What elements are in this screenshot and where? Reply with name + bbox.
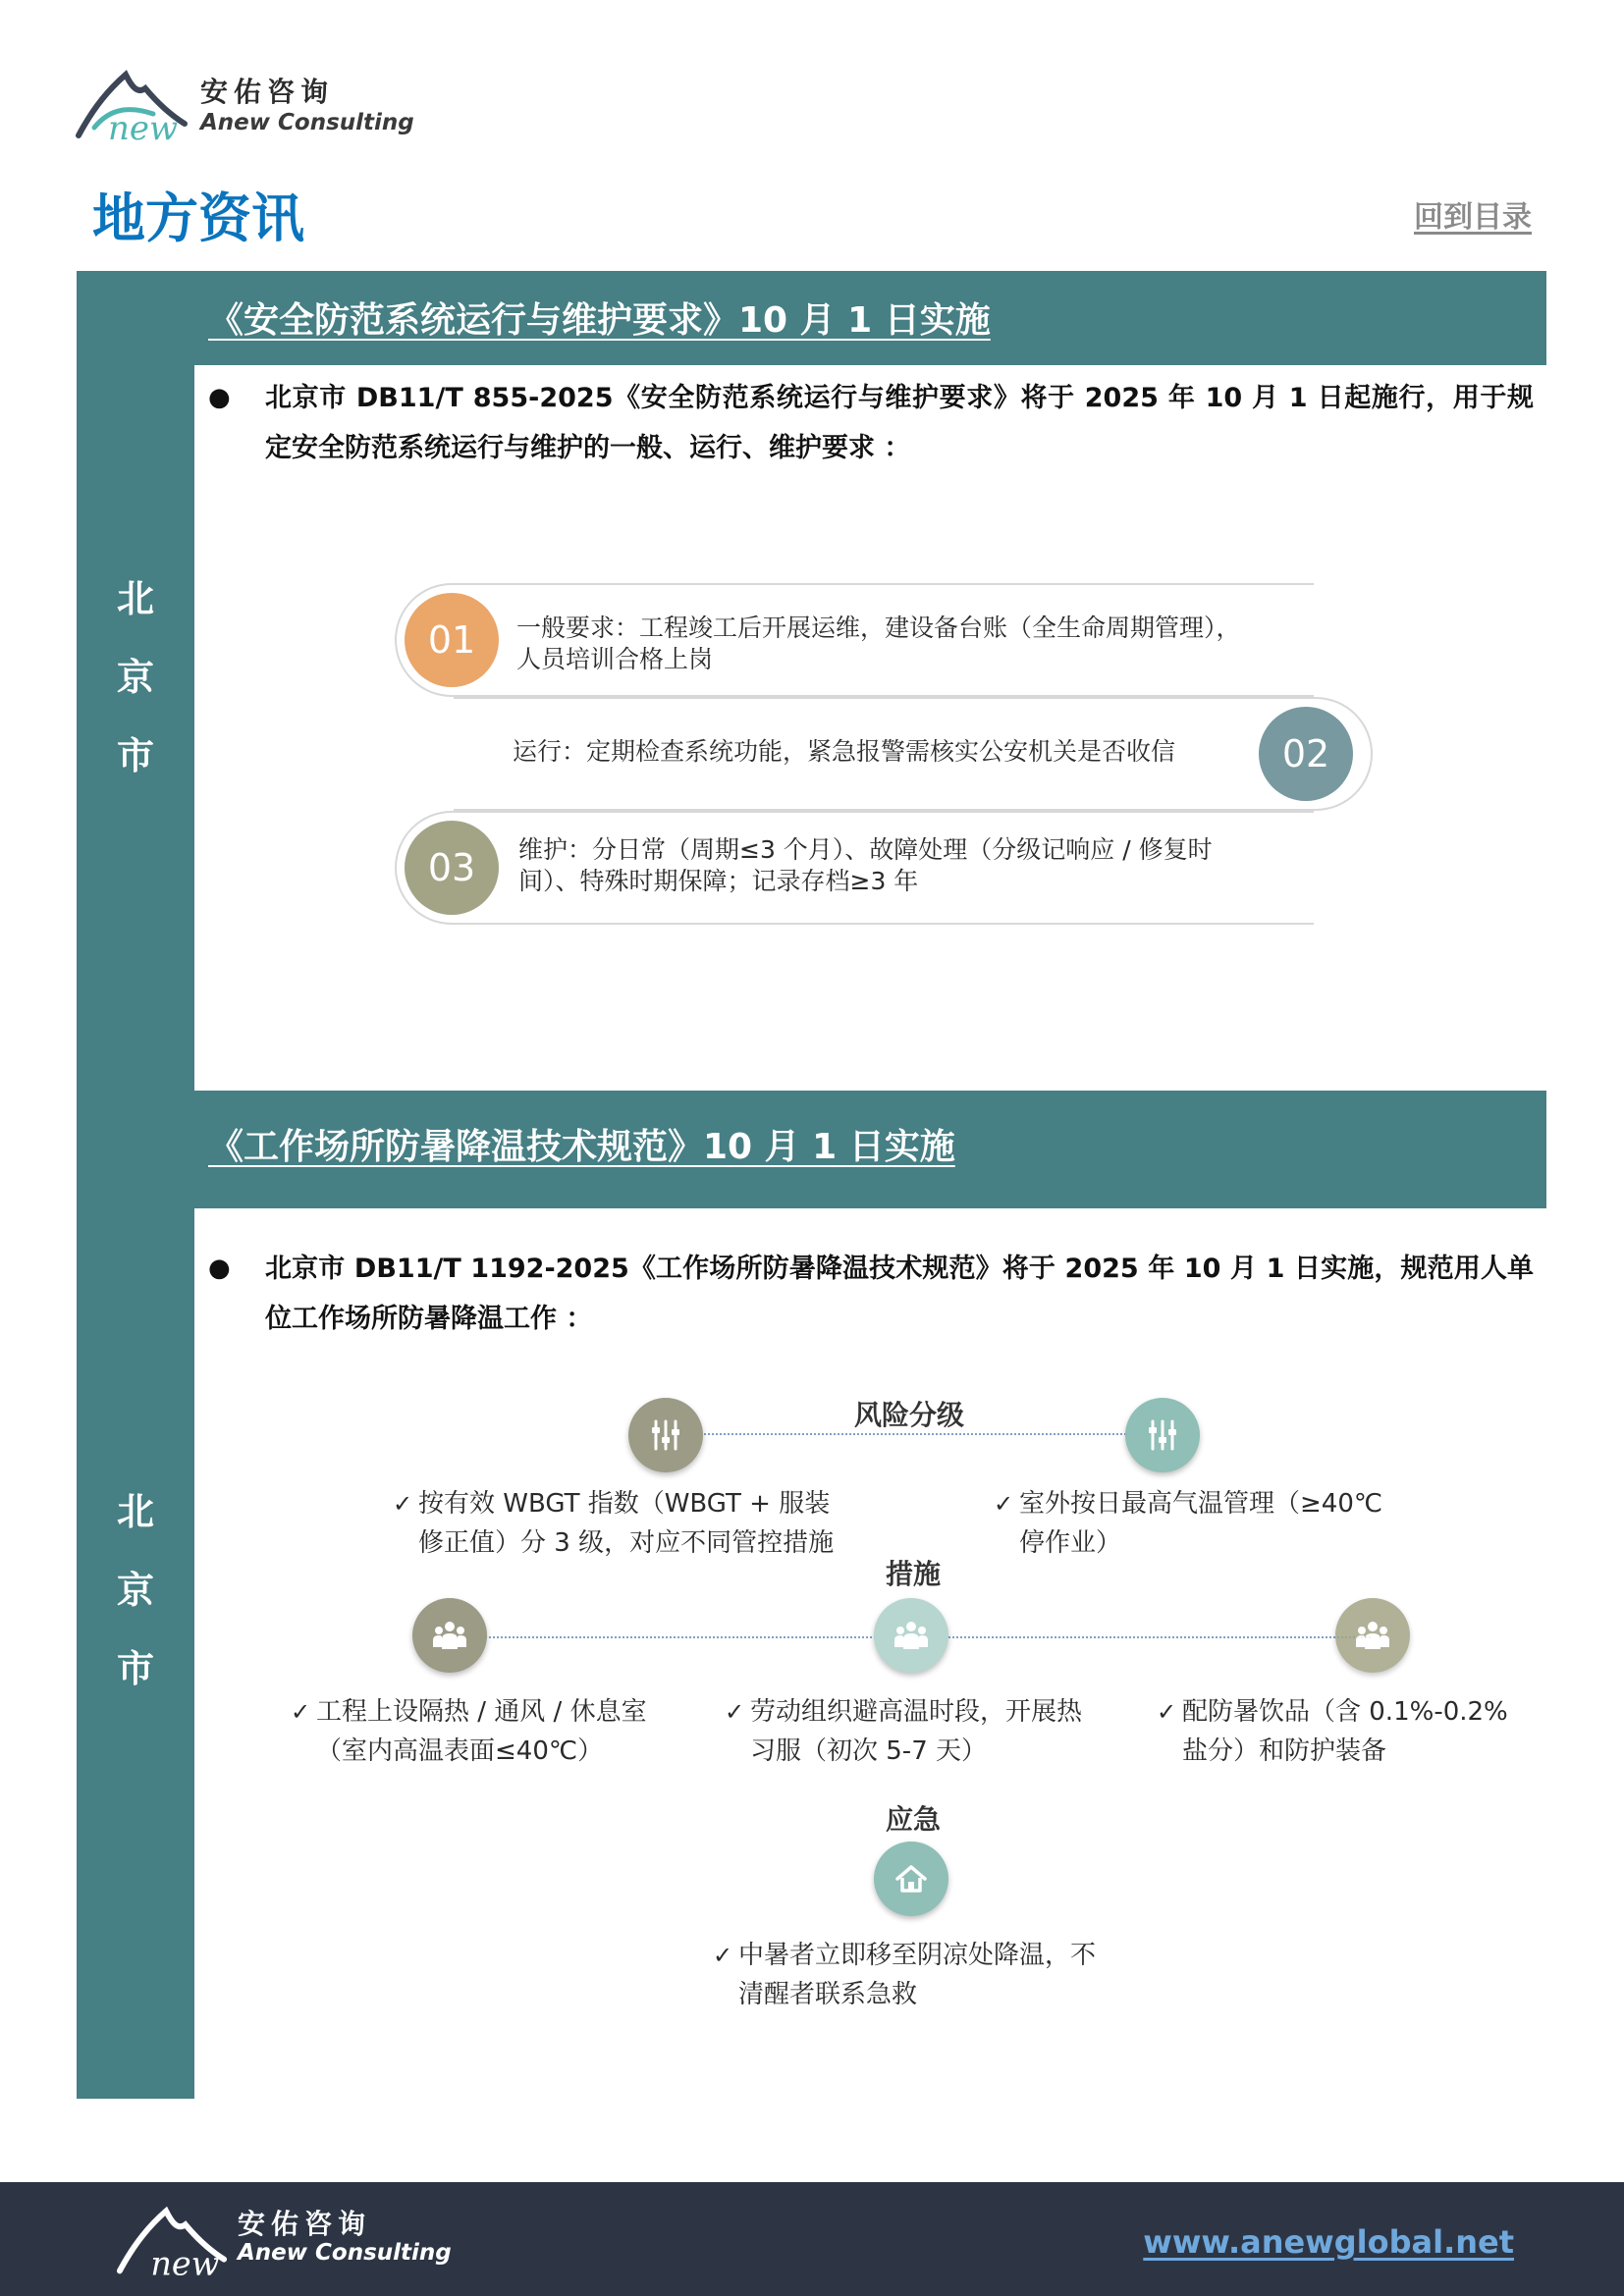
risk-item-1 xyxy=(393,1484,844,1563)
step-text-02: 运行：定期检查系统功能，紧急报警需核实公安机关是否收信 xyxy=(513,737,1176,766)
section2-side-label xyxy=(77,1472,194,1708)
side-label-char: 北 xyxy=(116,1490,154,1533)
measure-item-2 xyxy=(725,1692,1088,1771)
section2-heading[interactable]: 《工作场所防暑降温技术规范》10 月 1 日实施 xyxy=(208,1127,955,1167)
risk-item-2 xyxy=(994,1484,1406,1563)
side-label-char: 京 xyxy=(116,1569,154,1612)
logo-chinese-name: 安佑咨询 xyxy=(200,76,335,108)
emergency-item-1-text: 中暑者立即移至阴凉处降温，不清醒者联系急救 xyxy=(738,1941,1097,2009)
measures-title: 措施 xyxy=(886,1558,942,1590)
section1-bullet xyxy=(208,373,1534,473)
risk-item-1-text: 按有效 WBGT 指数（WBGT + 服装修正值）分 3 级，对应不同管控措施 xyxy=(418,1489,835,1558)
checkmark-icon: ✓ xyxy=(713,1942,733,1969)
risk-item-2-text: 室外按日最高气温管理（≥40℃停作业） xyxy=(1019,1489,1383,1558)
checkmark-icon: ✓ xyxy=(994,1490,1014,1518)
step-number-01: 01 xyxy=(405,593,499,687)
footer-website-link[interactable]: www.anewglobal.net xyxy=(1143,2223,1514,2261)
measure-3-people-icon xyxy=(1335,1598,1410,1673)
step-number-02: 02 xyxy=(1259,707,1353,801)
side-label-char: 市 xyxy=(116,734,154,777)
risk-grading-title: 风险分级 xyxy=(848,1394,970,1433)
footer-logo-english-name: Anew Consulting xyxy=(238,2240,452,2266)
checkmark-icon: ✓ xyxy=(725,1698,745,1726)
emergency-item-1 xyxy=(713,1936,1106,2014)
checkmark-icon: ✓ xyxy=(1157,1698,1177,1726)
footer-logo-chinese-name: 安佑咨询 xyxy=(238,2208,372,2240)
risk-right-sliders-icon xyxy=(1125,1398,1200,1472)
step-text-03: 维护：分日常（周期≤3 个月）、故障处理（分级记响应 / 修复时间）、特殊时期保障；记录存档≥3 年 xyxy=(518,835,1213,895)
measure-item-2-text: 劳动组织避高温时段，开展热习服（初次 5-7 天） xyxy=(750,1697,1083,1766)
side-label-char: 北 xyxy=(116,577,154,620)
side-label-char: 市 xyxy=(116,1647,154,1690)
bullet-dot-icon: ● xyxy=(208,383,231,412)
section2-bullet-text: 北京市 DB11/T 1192-2025《工作场所防暑降温技术规范》将于 2025 年 10 月 1 日实施，规范用人单位工作场所防暑降温工作 ： xyxy=(265,1254,1534,1334)
measure-item-3 xyxy=(1157,1692,1520,1771)
measure-item-1 xyxy=(291,1692,654,1771)
measure-item-1-text: 工程上设隔热 / 通风 / 休息室（室内高温表面≤40℃） xyxy=(316,1697,647,1766)
section1-side-label xyxy=(77,560,194,795)
checkmark-icon: ✓ xyxy=(393,1490,413,1518)
bullet-dot-icon: ● xyxy=(208,1254,231,1283)
risk-left-sliders-icon xyxy=(628,1398,703,1472)
checkmark-icon: ✓ xyxy=(291,1698,311,1726)
svg-text:new: new xyxy=(108,109,179,143)
step-number-03: 03 xyxy=(405,821,499,915)
back-to-contents-link[interactable]: 回到目录 xyxy=(1414,200,1532,235)
measure-2-people-icon xyxy=(874,1598,948,1673)
measure-1-people-icon xyxy=(412,1598,487,1673)
footer-logo xyxy=(116,2195,232,2279)
section1-bullet-text: 北京市 DB11/T 855-2025《安全防范系统运行与维护要求》将于 2025 年 10 月 1 日起施行，用于规定安全防范系统运行与维护的一般、运行、维护要求 ： xyxy=(265,383,1534,463)
emergency-title: 应急 xyxy=(886,1803,942,1836)
section2-bullet xyxy=(208,1244,1534,1344)
page-title: 地方资讯 xyxy=(92,187,304,249)
mountain-logo-icon xyxy=(75,59,192,143)
svg-text:new: new xyxy=(150,2244,220,2279)
footer-mountain-logo-icon xyxy=(116,2195,232,2279)
section1-heading[interactable]: 《安全防范系统运行与维护要求》10 月 1 日实施 xyxy=(208,300,991,341)
logo-english-name: Anew Consulting xyxy=(200,110,414,135)
header-logo xyxy=(75,59,192,143)
emergency-home-icon xyxy=(874,1842,948,1916)
step-text-01: 一般要求：工程竣工后开展运维，建设备台账（全生命周期管理），人员培训合格上岗 xyxy=(516,614,1241,673)
side-label-char: 京 xyxy=(116,656,154,699)
measure-item-3-text: 配防暑饮品（含 0.1%-0.2%盐分）和防护装备 xyxy=(1182,1697,1508,1766)
risk-connector-line xyxy=(701,1433,1129,1435)
